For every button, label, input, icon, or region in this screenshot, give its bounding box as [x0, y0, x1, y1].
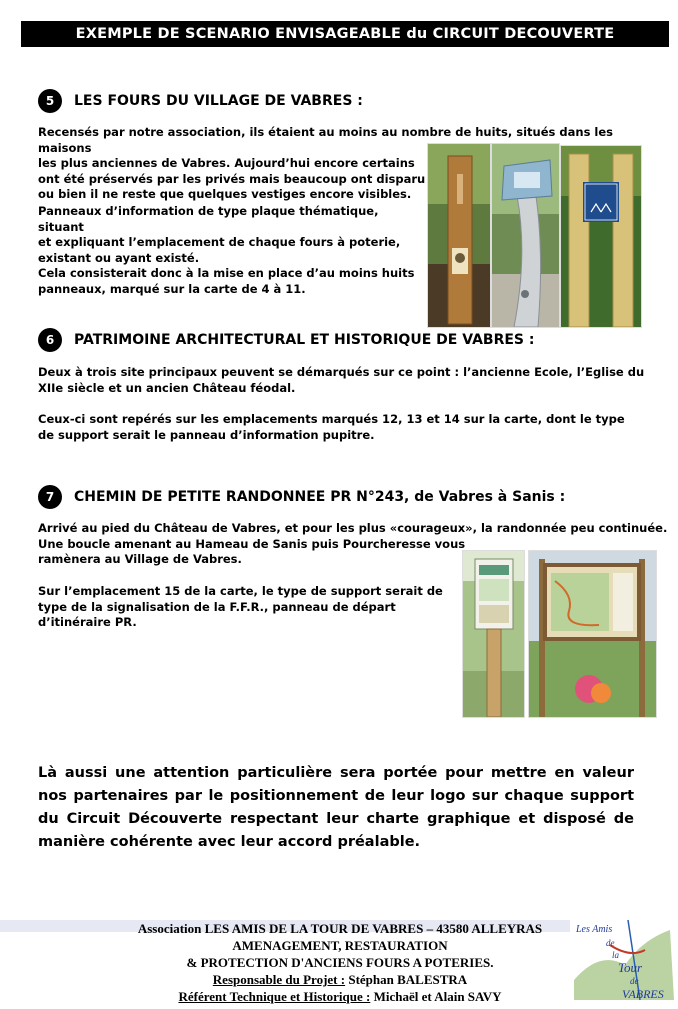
text-line: existant ou ayant existé.	[38, 250, 200, 265]
lectern-sign-photo	[491, 143, 560, 328]
section-5-paragraph-2	[38, 204, 423, 266]
text-line: d’itinéraire PR.	[38, 615, 137, 629]
closing-statement: Là aussi une attention particulière sera portée pour mettre en valeur nos partenaires par le positionnement de leur logo sur chaque support du Circuit Découverte respectant leur charte graphique et disposé de manière cohérente avec leur accord préalable.	[38, 765, 634, 850]
text-line: panneaux, marqué sur la carte de 4 à 11.	[38, 281, 306, 296]
wooden-plaque-photo	[427, 143, 491, 328]
footer-responsible-name: Stéphan BALESTRA	[345, 972, 468, 987]
text-line: Deux à trois site principaux peuvent se démarqués sur ce point : l’ancienne Ecole, l’Eglise du	[38, 365, 645, 379]
section-6-heading	[38, 328, 534, 352]
section-5-heading	[38, 89, 363, 113]
association-logo	[570, 910, 678, 1005]
text-line: Recensés par notre association, ils étaient au moins au nombre de huits, situés dans les maisons	[38, 125, 614, 155]
logo-word: la	[612, 950, 620, 960]
logo-word: de	[606, 938, 615, 948]
section-5-paragraph-3	[38, 266, 423, 297]
footer-referent-label: Référent Technique et Historique :	[178, 989, 371, 1004]
footer-referent-names: Michaël et Alain SAVY	[370, 989, 502, 1004]
text-line: Sur l’emplacement 15 de la carte, le type de support serait de	[38, 584, 443, 598]
text-line: Arrivé au pied du Château de Vabres, et pour les plus «courageux», la randonnée peu continuée.	[38, 521, 668, 535]
footer	[60, 920, 620, 1005]
text-line: Panneaux d’information de type plaque thématique, situant	[38, 204, 379, 234]
text-line: de support serait le panneau d’information pupitre.	[38, 427, 375, 442]
text-line: ou bien il ne reste que quelques vestiges encore visibles.	[38, 187, 412, 201]
section-7-paragraph-2	[38, 584, 453, 631]
text-line: ont été préservés par les privés mais beaucoup ont disparu	[38, 171, 426, 186]
page-banner: EXEMPLE DE SCENARIO ENVISAGEABLE du CIRCUIT DECOUVERTE	[21, 21, 669, 47]
section-6-paragraph-1	[38, 365, 668, 396]
footer-responsible-label: Responsable du Projet :	[212, 972, 346, 987]
text-line: et expliquant l’emplacement de chaque fours à poterie,	[38, 235, 401, 249]
trail-map-board-photo	[528, 550, 657, 718]
text-line: type de la signalisation de la F.F.R., panneau de départ	[38, 599, 396, 614]
ffr-start-panel-photo	[462, 550, 525, 718]
footer-subtitle: AMENAGEMENT, RESTAURATION	[232, 938, 448, 953]
section-7-heading	[38, 485, 565, 509]
text-line: XIIe siècle et un ancien Château féodal.	[38, 380, 296, 395]
footer-responsible	[60, 971, 620, 988]
text-line: Cela consisterait donc à la mise en place d’au moins huits	[38, 266, 415, 280]
logo-word: Les Amis	[576, 924, 613, 935]
logo-word: VABRES	[622, 987, 664, 1001]
logo-word: de	[630, 976, 639, 986]
section-6-paragraph-2	[38, 412, 668, 443]
section-number-badge: 5	[38, 89, 62, 113]
text-line: ramènera au Village de Vabres.	[38, 552, 242, 566]
section-number-badge: 6	[38, 328, 62, 352]
text-line: Une boucle amenant au Hameau de Sanis puis Pourcheresse vous	[38, 536, 466, 551]
section-title: PATRIMOINE ARCHITECTURAL ET HISTORIQUE DE VABRES :	[74, 332, 535, 348]
logo-word: Tour	[618, 960, 643, 975]
section-title: CHEMIN DE PETITE RANDONNEE PR N°243, de Vabres à Sanis :	[74, 489, 566, 505]
section-number-badge: 7	[38, 485, 62, 509]
footer-subtitle-2: & PROTECTION D'ANCIENS FOURS A POTERIES.	[186, 955, 494, 970]
section-title: LES FOURS DU VILLAGE DE VABRES :	[74, 93, 363, 109]
footer-association: Association LES AMIS DE LA TOUR DE VABRES – 43580 ALLEYRAS	[137, 921, 543, 936]
wooden-posts-sign-photo	[560, 145, 642, 328]
footer-referent	[60, 988, 620, 1005]
text-line: Ceux-ci sont repérés sur les emplacements marqués 12, 13 et 14 sur la carte, dont le type	[38, 412, 625, 426]
text-line: les plus anciennes de Vabres. Aujourd’hui encore certains	[38, 156, 415, 170]
